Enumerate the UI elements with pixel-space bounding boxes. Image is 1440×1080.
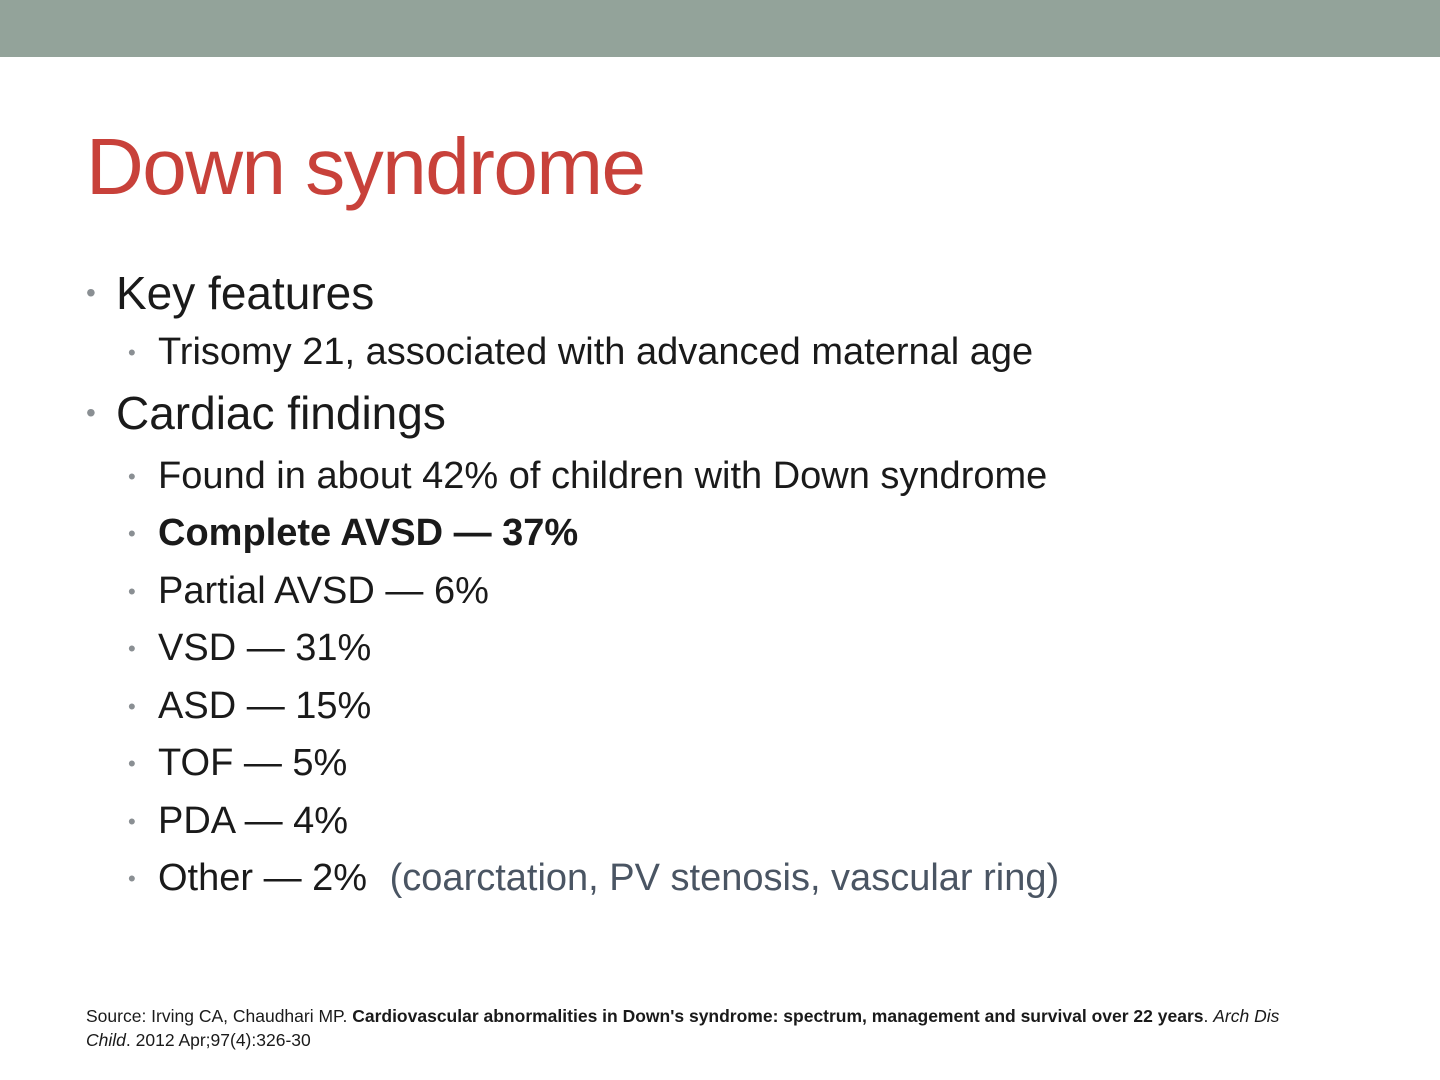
bullet-icon: •: [128, 866, 136, 891]
bullet-icon: •: [128, 521, 136, 546]
list-item-text: Partial AVSD — 6%: [158, 569, 489, 612]
source-citation: [86, 1004, 1326, 1052]
list-item-text: VSD — 31%: [158, 627, 372, 669]
section-heading-key-features: [86, 262, 1386, 324]
list-item-text: Other — 2%: [158, 857, 368, 899]
list-item: [86, 850, 1386, 908]
bullet-icon: •: [86, 277, 96, 308]
list-item-text: TOF — 5%: [158, 742, 348, 784]
bullet-icon: •: [86, 396, 96, 428]
bullet-icon: •: [128, 693, 136, 719]
bullet-icon: •: [128, 751, 136, 776]
citation-suffix: . 2012 Apr;97(4):326-30: [125, 1030, 311, 1050]
list-item-note: (coarctation, PV stenosis, vascular ring): [389, 857, 1060, 899]
list-item: [86, 620, 1386, 678]
top-accent-bar: [0, 0, 1440, 57]
citation-journal: Arch Dis Child: [86, 1006, 1280, 1050]
list-item-highlighted: [86, 505, 1386, 563]
bullet-icon: •: [128, 340, 136, 365]
list-item-text: ASD — 15%: [158, 684, 372, 727]
list-item-text: PDA — 4%: [158, 799, 349, 842]
list-item-text: Trisomy 21, associated with advanced maternal age: [158, 331, 1034, 373]
citation-article-title: Cardiovascular abnormalities in Down's syndrome: spectrum, management and survival over 22 years: [352, 1006, 1204, 1026]
list-item-text: Found in about 42% of children with Down syndrome: [158, 454, 1048, 497]
section-heading-cardiac-findings: [86, 382, 1386, 444]
list-item: [86, 735, 1386, 793]
list-item: [86, 563, 1386, 621]
slide-content: [86, 262, 1386, 908]
bullet-icon: •: [128, 808, 136, 834]
list-item-text: Complete AVSD — 37%: [158, 512, 579, 554]
citation-separator: .: [1203, 1006, 1214, 1026]
section-heading-label: Cardiac findings: [116, 386, 446, 439]
list-item: [86, 448, 1386, 506]
list-item: [86, 793, 1386, 851]
list-item: [86, 324, 1386, 382]
bullet-icon: •: [128, 636, 136, 661]
slide-title: Down syndrome: [86, 122, 645, 211]
bullet-icon: •: [128, 463, 136, 489]
section-heading-label: Key features: [116, 267, 375, 319]
citation-prefix: Source: Irving CA, Chaudhari MP.: [86, 1006, 353, 1026]
bullet-icon: •: [128, 578, 136, 604]
list-item: [86, 678, 1386, 736]
